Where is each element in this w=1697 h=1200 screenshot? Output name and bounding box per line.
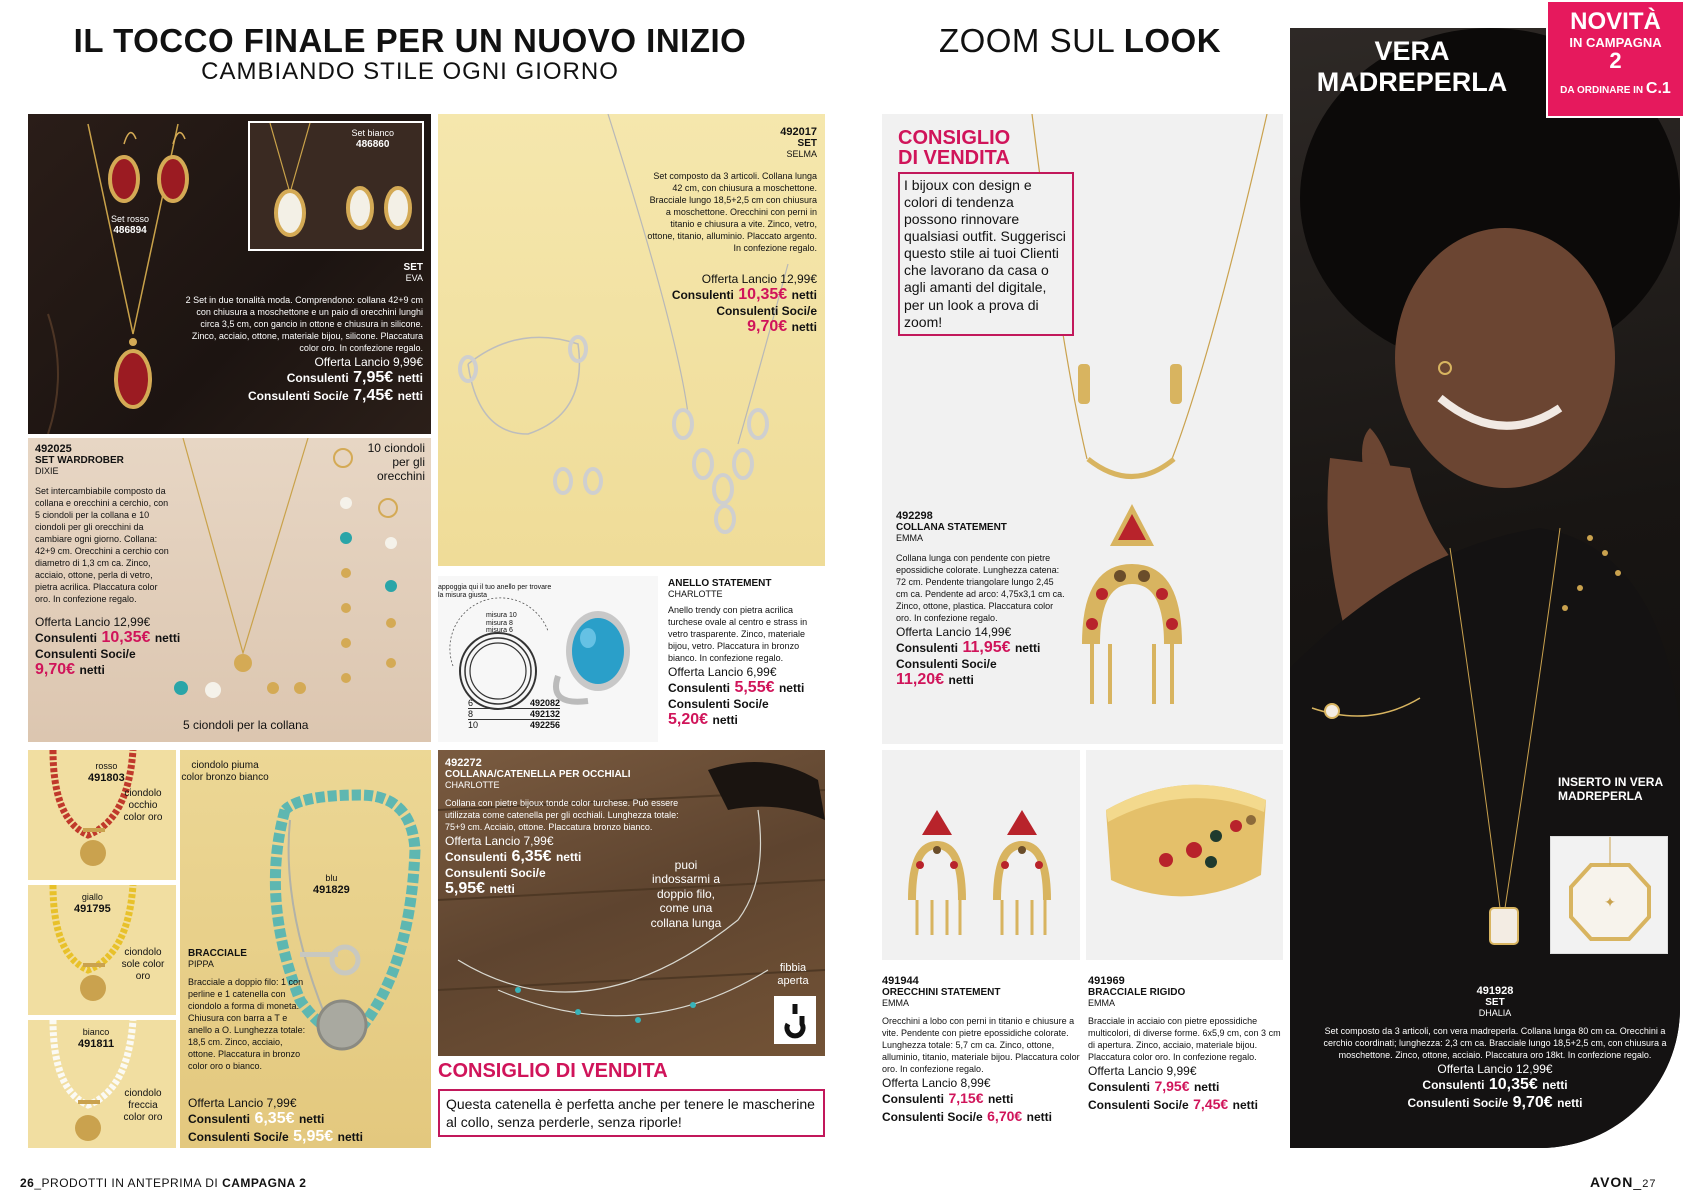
emma-necklace-cons-label: Consulenti: [896, 640, 958, 655]
ring-code: 492256: [529, 720, 560, 730]
avon-logo: AVON: [1590, 1174, 1634, 1190]
dhalia-soci-label: Consulenti Soci/e: [1407, 1095, 1509, 1110]
chain-cons-price: 6,35€: [511, 847, 552, 865]
eva-cons-netti: netti: [397, 370, 423, 385]
emma-earrings-panel: [882, 750, 1080, 960]
dhalia-subname: DHALIA: [1478, 1008, 1512, 1018]
emma-necklace-panel: [882, 114, 1283, 744]
eva-name: SET: [403, 262, 423, 273]
emma-necklace-cons-price: 11,95€: [962, 638, 1011, 656]
dixie-subname: DIXIE: [35, 466, 59, 476]
eva-cons-label: Consulenti: [286, 370, 349, 385]
ring-guide-text: appoggia qui il tuo anello per trovare la misura giusta: [438, 584, 552, 599]
ring-code: 492082: [529, 698, 560, 708]
pippa-subname: PIPPA: [188, 959, 214, 969]
pippa-soci-price: 5,95€: [293, 1128, 334, 1145]
emma-bracelet-cons-row: [1088, 1078, 1283, 1096]
dhalia-cons-row: [1320, 1076, 1670, 1094]
eva-bianco-inset: [248, 121, 424, 251]
emma-earrings-cons-label: Consulenti: [882, 1091, 944, 1106]
eva-cons-row: [183, 369, 423, 387]
emma-earrings-code: 491944: [882, 975, 919, 987]
emma-bracelet-cons-netti: netti: [1193, 1079, 1220, 1094]
pippa-soci-row: [188, 1128, 428, 1146]
eva-bianco-code: 486860: [356, 138, 390, 150]
dixie-soci-row: [35, 661, 205, 679]
emma-bracelet-name: BRACCIALE RIGIDO: [1088, 987, 1186, 998]
dhalia-title: [1312, 36, 1512, 98]
pippa-rosso-tag: [88, 762, 125, 784]
selma-soci-label: Consulenti Soci/e: [716, 304, 817, 318]
dixie-description: Set intercambiabile composto da collana e orecchini a cerchio, con 5 ciondoli per la collana e 10 ciondoli per gli orecchini da cambiare ogni giorno. Collana: 42+9 cm. Orecchini a cerchio con diametro di 1,3 cm ca. Zinco, acciaio, ottone, perla di vetro, pietra acrilica. Placcatura color oro. In confezione regalo.: [35, 486, 169, 604]
dixie-name: SET WARDROBER: [35, 455, 124, 466]
eva-subname: EVA: [405, 273, 423, 283]
pippa-cons-label: Consulenti: [188, 1112, 250, 1126]
pippa-bianco-code: 491811: [78, 1037, 115, 1050]
emma-tip-title-2: DI VENDITA: [898, 147, 1010, 169]
dhalia-cons-price: 10,35€: [1488, 1075, 1538, 1093]
emma-earrings-cons-row: [882, 1090, 1080, 1108]
selma-cons-netti: netti: [791, 288, 817, 302]
pippa-soci-label: Consulenti Soci/e: [188, 1130, 289, 1144]
emma-bracelet-info: [1088, 975, 1283, 1114]
emma-earrings-name: ORECCHINI STATEMENT: [882, 987, 1001, 998]
selma-subname: SELMA: [786, 149, 817, 159]
chain-soci-netti: netti: [489, 881, 515, 896]
dixie-soci-price: 9,70€: [35, 661, 76, 678]
ring-size-row: [468, 720, 560, 731]
dhalia-cons-label: Consulenti: [1422, 1077, 1485, 1092]
selma-details: [647, 171, 817, 255]
emma-bracelet-subname: EMMA: [1088, 998, 1115, 1008]
emma-earrings-info: [882, 975, 1080, 1126]
pippa-description: Bracciale a doppio filo: 1 con perline e 1 catenella con ciondolo a forma di moneta. Chiusura con barra a T e anello a O. Lunghezza totale: 18,5 cm. Zinco, acciaio, ottone. Placcatura in bronzo color oro o bianco.: [188, 977, 306, 1071]
emma-necklace-cons-netti: netti: [1014, 640, 1041, 655]
pippa-rosso-panel: [28, 750, 176, 880]
pippa-bianco-color: bianco: [82, 1027, 110, 1037]
left-footer-campaign: CAMPAGNA 2: [222, 1176, 307, 1190]
chain-tip-title: CONSIGLIO DI VENDITA: [438, 1060, 668, 1082]
novita-number: 2: [1609, 48, 1622, 74]
left-header: [30, 22, 790, 86]
chain-offer: Offerta Lancio 7,99€: [445, 833, 554, 848]
ring-subname: CHARLOTTE: [668, 589, 723, 599]
chain-cons-label: Consulenti: [445, 849, 507, 864]
dixie-cons-netti: netti: [154, 631, 181, 645]
selma-cons-row: [587, 286, 817, 304]
emma-necklace-name: COLLANA STATEMENT: [896, 522, 1007, 533]
pippa-bianco-tag: [78, 1028, 114, 1050]
dixie-charms-label: 10 ciondoli per gli orecchini: [367, 441, 425, 483]
dhalia-info: [1320, 985, 1670, 1112]
eva-rosso-code: 486894: [113, 224, 147, 236]
selma-soci-price: 9,70€: [747, 318, 788, 335]
selma-offer: Offerta Lancio 12,99€: [701, 272, 817, 286]
ring-size-label-8: misura 8: [486, 619, 513, 627]
ring-size-row: [468, 709, 560, 720]
pippa-info: [188, 948, 308, 1073]
eva-soci-price: 7,45€: [353, 386, 394, 404]
ring-panel: [438, 574, 825, 744]
ring-cons-price: 5,55€: [734, 678, 775, 696]
eva-cons-price: 7,95€: [353, 368, 394, 386]
emma-earrings-soci-netti: netti: [1026, 1109, 1052, 1124]
emma-earrings-cons-netti: netti: [987, 1091, 1014, 1106]
emma-necklace-soci-row: [896, 671, 1066, 689]
left-footer: [20, 1176, 306, 1190]
selma-description: Set composto da 3 articoli. Collana lunga 42 cm, con chiusura a moschettone. Bracciale lungo 18,5+2,5 cm con chiusura a moschettone. Orecchini con perni in titanio e chiusura a vite. Zinco, vetro, ottone, titanio, alluminio. Placcato argento. In confezione regalo.: [647, 171, 817, 253]
chain-name: COLLANA/CATENELLA PER OCCHIALI: [445, 769, 631, 780]
dhalia-insert-image: [1550, 836, 1668, 954]
dhalia-name: SET: [1485, 997, 1505, 1008]
dhalia-soci-price: 9,70€: [1512, 1093, 1553, 1111]
ring-offer: Offerta Lancio 6,99€: [668, 664, 777, 679]
emma-tip: [898, 128, 1074, 336]
pippa-giallo-panel: [28, 885, 176, 1015]
ring-code: 492132: [529, 709, 560, 719]
dhalia-description: Set composto da 3 articoli, con vera madreperla. Collana lunga 80 cm ca. Orecchini a cerchio coordinati; lunghezza: 2,3 cm ca. Bracciale lungo 18,5+2,5 cm, con chiusura a moschettone. Zinco, ottone, acciaio. Placcatura oro 18kt. In confezione regalo.: [1323, 1026, 1667, 1060]
selma-prices: [587, 272, 817, 336]
dixie-cons-label: Consulenti: [35, 631, 97, 645]
dixie-soci-netti: netti: [79, 663, 105, 677]
selma-cons-label: Consulenti: [671, 288, 734, 302]
emma-necklace-description: Collana lunga con pendente con pietre epossidiche colorate. Lunghezza catena: 72 cm. Pendente triangolare lungo 2,45 cm ca. Pendente ad arco: 4,75x3,1 cm ca. Zinco, ottone, plastica. Placcatura color oro. In confezione regalo.: [896, 553, 1065, 623]
dhalia-soci-row: [1320, 1094, 1670, 1112]
emma-earrings-cons-price: 7,15€: [948, 1089, 984, 1106]
ring-cons-row: [668, 679, 823, 697]
pippa-rosso-color: rosso: [95, 761, 118, 771]
eva-info: [183, 262, 423, 405]
ring-size: 10: [468, 720, 479, 730]
pippa-bianco-charm: ciondolo freccia color oro: [123, 1088, 163, 1123]
left-footer-sep: _: [34, 1176, 42, 1190]
emma-bracelet-soci-netti: netti: [1232, 1097, 1258, 1112]
emma-earrings-description: Orecchini a lobo con perni in titanio e chiusure a vite. Pendente con pietre epossidiche colorate. Lunghezza totale: 5,7 cm ca. Zinco, ottone, alluminio, titanio, materiale bijou. Placcatura color oro. In confezione regalo.: [882, 1016, 1080, 1074]
chain-soci-label: Consulenti Soci/e: [445, 865, 546, 880]
chain-cons-netti: netti: [555, 849, 582, 864]
novita-order: [1548, 80, 1683, 98]
pippa-giallo-charm: ciondolo sole color oro: [121, 947, 165, 982]
emma-necklace-soci-netti: netti: [948, 672, 974, 687]
emma-necklace-soci-price: 11,20€: [896, 670, 945, 688]
eva-rosso-tag: [111, 214, 149, 237]
ring-image-box: [438, 576, 658, 742]
emma-earrings-soci-row: [882, 1108, 1080, 1126]
pippa-giallo-code: 491795: [74, 902, 111, 915]
dixie-panel: [28, 438, 431, 742]
dhalia-insert-label: INSERTO IN VERA MADREPERLA: [1558, 775, 1663, 803]
right-page-number: 27: [1642, 1178, 1657, 1190]
emma-earrings-soci-price: 6,70€: [987, 1107, 1023, 1124]
dhalia-cons-netti: netti: [1542, 1077, 1568, 1092]
ring-size-row: [468, 698, 560, 709]
chain-tip-text: Questa catenella è perfetta anche per tenere le mascherine al collo, senza perderle, senza riporle!: [438, 1089, 825, 1137]
pippa-blu-color: blu: [325, 873, 338, 883]
emma-necklace-code: 492298: [896, 510, 933, 522]
selma-name: SET: [797, 138, 817, 149]
ring-description: Anello trendy con pietra acrilica turchese ovale al centro e strass in vetro trasparente. Zinco, materiale bijou, vetro. Placcatura in bronzo bianco. In confezione regalo.: [668, 605, 808, 663]
selma-code: 492017: [780, 126, 817, 138]
emma-tip-text: I bijoux con design e colori di tendenza possono rinnovare qualsiasi outfit. Suggerisci questo stile ai tuoi Clienti che lavorano da casa o agli amanti del digitale, per un look a prova di zoom!: [898, 172, 1074, 336]
dixie-prices: [35, 615, 205, 679]
right-headline-bold: LOOK: [1123, 22, 1222, 59]
dhalia-title-2: MADREPERLA: [1316, 67, 1508, 98]
pippa-prices: [188, 1096, 428, 1146]
dhalia-title-1: VERA: [1374, 36, 1450, 66]
ring-size-label-6: misura 6: [486, 627, 513, 635]
ring-size: 6: [468, 698, 474, 708]
pippa-cons-netti: netti: [298, 1112, 325, 1126]
ring-size-labels: [486, 612, 517, 635]
dixie-cons-row: [35, 629, 205, 647]
chain-soci-price: 5,95€: [445, 879, 486, 897]
emma-bracelet-cons-label: Consulenti: [1088, 1079, 1150, 1094]
chain-panel: [438, 750, 825, 1056]
left-headline: IL TOCCO FINALE PER UN NUOVO INIZIO: [73, 22, 747, 59]
ring-soci-row: [668, 711, 823, 729]
dhalia-offer: Offerta Lancio 12,99€: [1437, 1061, 1553, 1076]
pippa-rosso-charm: ciondolo occhio color oro: [123, 788, 163, 823]
novita-title: NOVITÀ: [1570, 8, 1661, 35]
emma-bracelet-panel: [1086, 750, 1283, 960]
clasp-icon: [774, 996, 816, 1044]
model-photo: [1290, 28, 1680, 1148]
ring-info: [668, 578, 823, 729]
emma-earrings-image: [882, 750, 1080, 960]
eva-panel: [28, 114, 431, 434]
dixie-offer: Offerta Lancio 12,99€: [35, 615, 151, 629]
dixie-pendants-label: 5 ciondoli per la collana: [183, 718, 309, 732]
pearl-pendant-image: [1551, 837, 1669, 955]
eva-rosso-label: Set rosso: [111, 214, 150, 224]
dixie-soci-label: Consulenti Soci/e: [35, 647, 136, 661]
pippa-panel: [180, 750, 431, 1148]
emma-bracelet-soci-label: Consulenti Soci/e: [1088, 1097, 1189, 1112]
eva-bianco-image: [250, 123, 422, 249]
novita-badge: [1546, 0, 1685, 118]
pippa-rosso-code: 491803: [88, 771, 125, 784]
chain-subname: CHARLOTTE: [445, 780, 500, 790]
right-headline-light: ZOOM SUL: [938, 22, 1115, 59]
novita-line: IN CAMPAGNA: [1569, 35, 1662, 50]
right-footer-sep: _: [1633, 1174, 1643, 1190]
chain-clasp-label: fibbia aperta: [777, 962, 809, 988]
selma-cons-price: 10,35€: [738, 286, 788, 303]
pippa-cons-row: [188, 1110, 428, 1128]
eva-offer: Offerta Lancio 9,99€: [314, 354, 423, 369]
dixie-code: 492025: [35, 443, 72, 455]
emma-necklace-offer: Offerta Lancio 14,99€: [896, 624, 1012, 639]
chain-code: 492272: [445, 757, 482, 769]
dhalia-panel: [1290, 28, 1680, 1148]
right-footer: [1590, 1174, 1656, 1190]
pippa-name: BRACCIALE: [188, 948, 247, 959]
dixie-info: [35, 443, 170, 606]
dixie-cons-price: 10,35€: [101, 629, 151, 646]
ring-size: 8: [468, 709, 474, 719]
emma-bracelet-code: 491969: [1088, 975, 1125, 987]
novita-order-code: C.1: [1645, 80, 1671, 98]
ring-name: ANELLO STATEMENT: [668, 578, 772, 589]
emma-tip-title-1: CONSIGLIO: [898, 127, 1011, 149]
emma-earrings-soci-label: Consulenti Soci/e: [882, 1109, 983, 1124]
chain-description: Collana con pietre bijoux tonde color turchese. Può essere utilizzata come catenella per gli occhiali. Lunghezza totale: 75+9 cm. Acciaio, ottone. Placcatura bronzo bianco.: [445, 798, 679, 832]
emma-necklace-info: [896, 510, 1066, 689]
pippa-giallo-tag: [74, 893, 111, 915]
left-footer-prefix: PRODOTTI IN ANTEPRIMA DI: [41, 1176, 219, 1190]
svg-text:✦: ✦: [1604, 894, 1616, 910]
emma-bracelet-image: [1086, 750, 1283, 960]
pippa-offer: Offerta Lancio 7,99€: [188, 1096, 297, 1110]
emma-bracelet-cons-price: 7,95€: [1154, 1077, 1190, 1094]
ring-size-table: [468, 698, 560, 730]
pippa-soci-netti: netti: [337, 1130, 363, 1144]
emma-necklace-soci-label: Consulenti Soci/e: [896, 656, 997, 671]
eva-description: 2 Set in due tonalità moda. Comprendono: collana 42+9 cm con chiusura a moschettone e un paio di orecchini lunghi circa 3,5 cm, con gancio in ottone e chiusura in silicone. Zinco, acciaio, ottone, materiale bijou, silicone. Placcatura color oro. In confezione regalo.: [185, 295, 423, 353]
emma-necklace-cons-row: [896, 639, 1066, 657]
emma-earrings-subname: EMMA: [882, 998, 909, 1008]
eva-soci-label: Consulenti Soci/e: [248, 388, 349, 403]
left-page-number: 26: [20, 1176, 35, 1190]
ring-soci-price: 5,20€: [668, 710, 709, 728]
dhalia-code: 491928: [1476, 985, 1514, 997]
pippa-cons-price: 6,35€: [254, 1110, 295, 1127]
eva-soci-netti: netti: [397, 388, 423, 403]
ring-soci-label: Consulenti Soci/e: [668, 696, 769, 711]
emma-earrings-offer: Offerta Lancio 8,99€: [882, 1075, 991, 1090]
pippa-piuma-label: ciondolo piuma color bronzo bianco: [181, 760, 269, 783]
selma-soci-netti: netti: [791, 320, 817, 334]
pippa-blu-code: 491829: [313, 883, 350, 896]
pippa-blu-tag: [313, 874, 350, 896]
selma-soci-row: [587, 318, 817, 336]
chain-tip: [438, 1060, 825, 1137]
ring-soci-netti: netti: [712, 712, 738, 727]
pippa-giallo-color: giallo: [81, 892, 103, 902]
novita-order-text: DA ORDINARE IN: [1560, 85, 1644, 97]
ring-cons-netti: netti: [778, 680, 805, 695]
emma-necklace-subname: EMMA: [896, 533, 923, 543]
ring-size-label-10: misura 10: [486, 612, 517, 619]
emma-bracelet-soci-price: 7,45€: [1193, 1095, 1229, 1112]
pippa-bianco-panel: [28, 1020, 176, 1148]
dhalia-soci-netti: netti: [1557, 1095, 1583, 1110]
eva-soci-row: [183, 387, 423, 405]
ring-cons-label: Consulenti: [668, 680, 730, 695]
right-header: [870, 22, 1290, 60]
emma-bracelet-soci-row: [1088, 1096, 1283, 1114]
emma-bracelet-offer: Offerta Lancio 9,99€: [1088, 1063, 1197, 1078]
chain-double-label: puoi indossarmi a doppio filo, come una collana lunga: [650, 858, 722, 930]
eva-bianco-tag: [351, 129, 394, 150]
eva-bianco-label: Set bianco: [351, 128, 394, 138]
emma-bracelet-description: Bracciale in acciaio con pietre epossidiche multicolori, di diverse forme. 6x5,9 cm, con 3 cm di apertura. Zinco, acciaio, materiale bijou. Placcatura color oro. In confezione regalo.: [1088, 1016, 1281, 1062]
left-subheadline: CAMBIANDO STILE OGNI GIORNO: [201, 58, 619, 85]
selma-info: [647, 126, 817, 159]
selma-panel: [438, 114, 825, 566]
